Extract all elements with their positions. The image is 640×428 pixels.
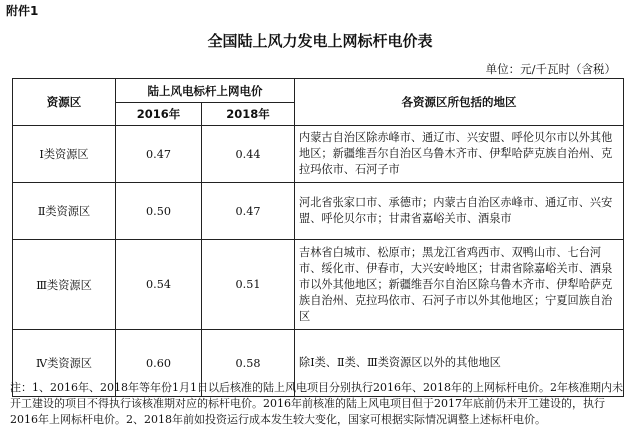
table-row xyxy=(13,183,624,240)
header-zone: 资源区 xyxy=(13,79,116,126)
price-2016-cell: 0.50 xyxy=(116,183,202,240)
price-2016-cell: 0.60 xyxy=(116,330,202,397)
regions-cell: 除Ⅰ类、Ⅱ类、Ⅲ类资源区以外的其他地区 xyxy=(295,330,624,397)
regions-cell: 吉林省白城市、松原市；黑龙江省鸡西市、双鸭山市、七台河市、绥化市、伊春市，大兴安岭地区；甘肃省除嘉峪关市、酒泉市以外其他地区；新疆维吾尔自治区除乌鲁木齐市、伊犁哈萨克族自治州、克拉玛依市、石河子市以外其他地区；宁夏回族自治区 xyxy=(295,240,624,330)
zone-cell: Ⅰ类资源区 xyxy=(13,126,116,183)
price-2018-cell: 0.51 xyxy=(202,240,295,330)
document-title: 全国陆上风力发电上网标杆电价表 xyxy=(207,32,433,50)
price-2018-cell: 0.58 xyxy=(202,330,295,397)
table-row xyxy=(13,240,624,330)
table-row xyxy=(13,126,624,183)
price-2018-cell: 0.47 xyxy=(202,183,295,240)
zone-cell: Ⅲ类资源区 xyxy=(13,240,116,330)
price-2016-cell: 0.47 xyxy=(116,126,202,183)
header-price-group: 陆上风电标杆上网电价 xyxy=(116,79,295,103)
zone-cell: Ⅱ类资源区 xyxy=(13,183,116,240)
tariff-table xyxy=(12,78,624,397)
attachment-label: 附件1 xyxy=(6,4,39,18)
footnote: 注：1、2016年、2018年等年份1月1日以后核准的陆上风电项目分别执行2016年、2018年的上网标杆电价。2年核准期内未开工建设的项目不得执行该核准期对应的标杆电价。2016年前核准的陆上风电项目但于2017年底前仍未开工建设的，执行2016年上网标杆电价。2、2018年前如投资运行成本发生较大变化，国家可根据实际情况调整上述标杆电价。 xyxy=(10,381,623,426)
header-regions: 各资源区所包括的地区 xyxy=(295,79,624,126)
regions-cell: 内蒙古自治区除赤峰市、通辽市、兴安盟、呼伦贝尔市以外其他地区；新疆维吾尔自治区乌鲁木齐市、伊犁哈萨克族自治州、克拉玛依市、石河子市 xyxy=(295,126,624,183)
price-2016-cell: 0.54 xyxy=(116,240,202,330)
price-2018-cell: 0.44 xyxy=(202,126,295,183)
header-2018: 2018年 xyxy=(202,103,295,126)
header-2016: 2016年 xyxy=(116,103,202,126)
unit-label: 单位：元/千瓦时（含税） xyxy=(485,62,616,76)
regions-cell: 河北省张家口市、承德市；内蒙古自治区赤峰市、通辽市、兴安盟、呼伦贝尔市；甘肃省嘉峪关市、酒泉市 xyxy=(295,183,624,240)
zone-cell: Ⅳ类资源区 xyxy=(13,330,116,397)
